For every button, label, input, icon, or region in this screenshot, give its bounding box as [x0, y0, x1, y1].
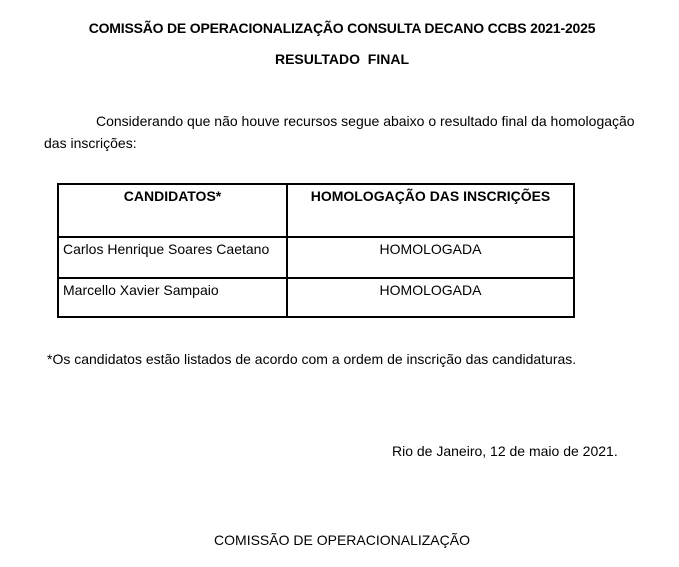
- column-header-candidates: CANDIDATOS*: [58, 184, 287, 237]
- closing-signature: COMISSÃO DE OPERACIONALIZAÇÃO: [214, 532, 470, 548]
- homologation-status: HOMOLOGADA: [287, 278, 574, 317]
- candidate-name: Marcello Xavier Sampaio: [58, 278, 287, 317]
- date-line: Rio de Janeiro, 12 de maio de 2021.: [392, 443, 618, 459]
- homologation-status: HOMOLOGADA: [287, 237, 574, 278]
- footnote: *Os candidatos estão listados de acordo com a ordem de inscrição das candidaturas.: [47, 351, 577, 367]
- table-row: [58, 237, 574, 278]
- document-subtitle: RESULTADO FINAL: [274, 51, 410, 67]
- results-table: [57, 183, 575, 318]
- table-header-row: [58, 184, 574, 237]
- candidate-name: Carlos Henrique Soares Caetano: [58, 237, 287, 278]
- intro-paragraph-line-1: Considerando que não houve recursos segue abaixo o resultado final da homologação: [96, 113, 635, 129]
- column-header-homologation: HOMOLOGAÇÃO DAS INSCRIÇÕES: [287, 184, 574, 237]
- document-title: COMISSÃO DE OPERACIONALIZAÇÃO CONSULTA DECANO CCBS 2021-2025: [88, 20, 596, 36]
- intro-paragraph-line-2: das inscrições:: [44, 135, 137, 151]
- intro-paragraph: [44, 110, 644, 154]
- table-row: [58, 278, 574, 317]
